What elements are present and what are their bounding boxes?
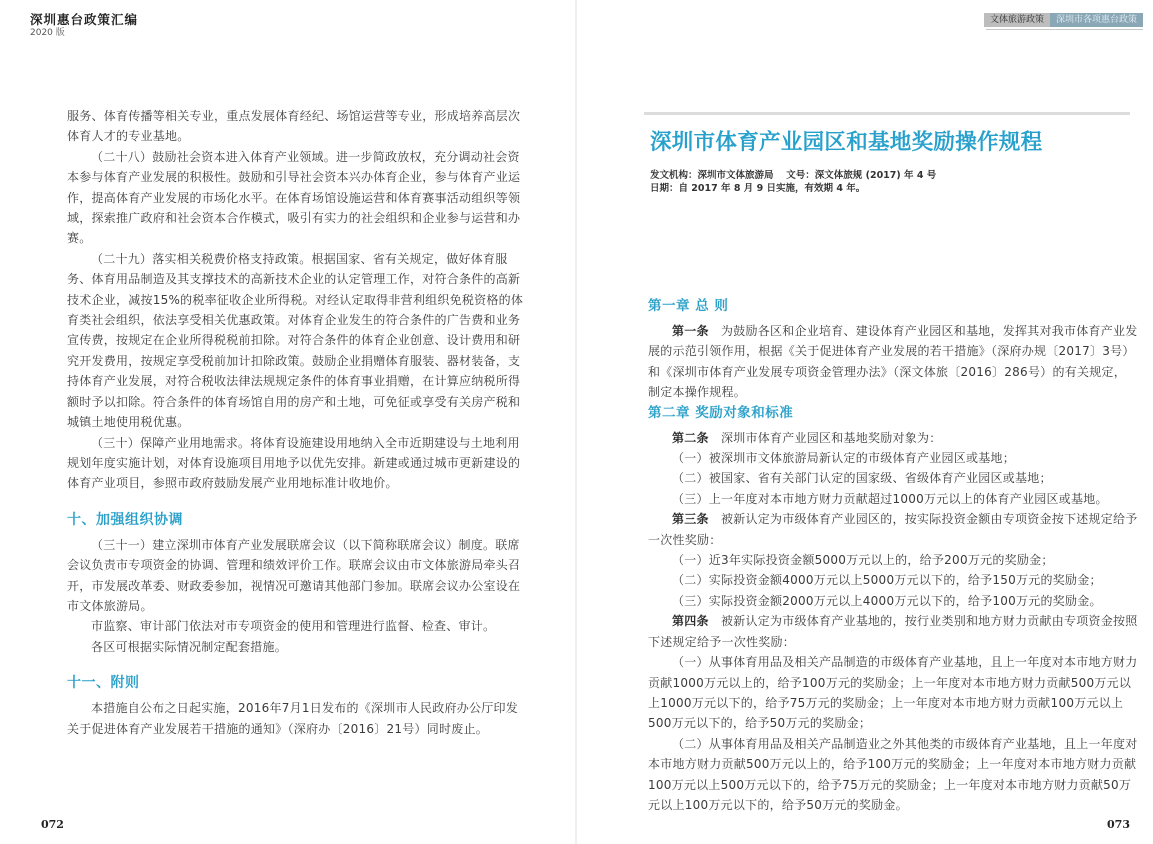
body-paragraph: 服务、体育传播等相关专业，重点发展体育经纪、场馆运营等专业，形成培养高层次体育人才的专业基地。	[67, 109, 521, 144]
document-meta	[650, 169, 936, 195]
article-text: 被新认定为市级体育产业基地的，按行业类别和地方财力贡献由专项资金按照下述规定给予一次性奖励：	[648, 614, 1138, 649]
right-page	[576, 0, 1153, 844]
book-brand	[30, 12, 138, 39]
book-title: 深圳惠台政策汇编	[30, 12, 139, 27]
body-paragraph: （三十）保障产业用地需求。将体育设施建设用地纳入全市近期建设与土地利用规划年度实施计划，对体育设施项目用地予以优先安排。新建或通过城市更新建设的体育产业项目，参照市政府鼓励发展产业用地标准计收地价。	[67, 435, 521, 491]
title-rule	[644, 112, 1130, 115]
meta-date-line: 日期：自 2017 年 8 月 9 日实施，有效期 4 年。	[650, 183, 866, 194]
tab-category[interactable]: 文体旅游政策	[984, 13, 1050, 27]
body-paragraph: （二）被国家、省有关部门认定的国家级、省级体育产业园区或基地；	[672, 471, 1052, 486]
right-page-number: 073	[1107, 818, 1130, 831]
body-paragraph: （三）实际投资金额2000万元以上4000万元以下的，给予100万元的奖励金。	[672, 593, 1102, 608]
left-page-number: 072	[41, 818, 64, 831]
body-paragraph: （一）近3年实际投资金额5000万元以上的，给予200万元的奖励金；	[672, 553, 1054, 568]
body-paragraph: （一）从事体育用品及相关产品制造的市级体育产业基地，且上一年度对本市地方财力贡献1000万元以上的，给予100万元的奖励金；上一年度对本市地方财力贡献500万元以上1000万元以下的，给予75万元的奖励金；上一年度对本市地方财力贡献100万元以上500万元以下的，给予50万元的奖励金；	[648, 655, 1138, 731]
chapter-heading: 第一章 总 则	[648, 298, 729, 314]
body-paragraph: （二十八）鼓励社会资本进入体育产业领域。进一步简政放权，充分调动社会资本参与体育产业发展的积极性。鼓励和引导社会资本兴办体育企业，参与体育产业运作，提高体育产业发展的市场化水平。在体育场馆设施运营和体育赛事活动组织等领域，探索推广政府和社会资本合作模式，吸引有实力的社会组织和企业参与运营和办赛。	[67, 149, 521, 246]
body-paragraph: 本措施自公布之日起实施，2016年7月1日发布的《深圳市人民政府办公厅印发关于促进体育产业发展若干措施的通知》（深府办〔2016〕21号）同时废止。	[67, 701, 519, 736]
body-paragraph: （二）从事体育用品及相关产品制造业之外其他类的市级体育产业基地，且上一年度对本市地方财力贡献500万元以上的，给予100万元的奖励金；上一年度对本市地方财力贡献100万元以上500万元以下的，给予75万元的奖励金；上一年度对本市地方财力贡献50万元以上100万元以下的，给予50万元的奖励金。	[648, 736, 1138, 812]
body-paragraph: 各区可根据实际情况制定配套措施。	[91, 639, 288, 654]
article-paragraph	[648, 321, 1138, 403]
right-page-body	[648, 296, 1138, 815]
section-heading: 十、加强组织协调	[67, 511, 183, 528]
edition-label: 2020 版	[30, 28, 65, 38]
article-text: 深圳市体育产业园区和基地奖励对象为：	[721, 430, 942, 445]
body-paragraph: （二十九）落实相关税费价格支持政策。根据国家、省有关规定，做好体育服务、体育用品制造及其支撑技术的高新技术企业的认定管理工作，对符合条件的高新技术企业，减按15%的税率征收企业所得税。对经认定取得非营利组织免税资格的体育类社会组织，依法享受相关优惠政策。对体育企业发生的符合条件的广告费和业务宣传费，按规定在企业所得税税前扣除。对符合条件的体育企业创意、设计费用和研究开发费用，按规定享受税前加计扣除政策。鼓励企业捐赠体育服装、器材装备，支持体育产业发展，对符合税收法律法规规定条件的体育事业捐赠，在计算应纳税所得额时予以扣除。符合条件的体育场馆自用的房产和土地，可免征或享受有关房产税和城镇土地使用税优惠。	[67, 251, 524, 430]
article-label: 第三条	[672, 512, 709, 527]
article-label: 第二条	[672, 430, 709, 445]
meta-issuer-line: 发文机构：深圳市文体旅游局 文号：深文体旅规 (2017) 年 4 号	[650, 170, 937, 181]
body-paragraph: （一）被深圳市文体旅游局新认定的市级体育产业园区或基地；	[672, 451, 1016, 466]
article-paragraph	[648, 428, 1138, 448]
article-paragraph	[648, 611, 1138, 652]
document-title: 深圳市体育产业园区和基地奖励操作规程	[650, 130, 1043, 155]
body-paragraph: （三）上一年度对本市地方财力贡献超过1000万元以上的体育产业园区或基地。	[672, 491, 1108, 506]
body-paragraph: （三十一）建立深圳市体育产业发展联席会议（以下简称联席会议）制度。联席会议负责市专项资金的协调、管理和绩效评价工作。联席会议由市文体旅游局牵头召开，市发展改革委、财政委参加，视情况可邀请其他部门参加。联席会议办公室设在市文体旅游局。	[67, 537, 521, 613]
section-heading: 十一、附则	[67, 675, 140, 692]
article-text: 被新认定为市级体育产业园区的，按实际投资金额由专项资金按下述规定给予一次性奖励：	[648, 512, 1138, 547]
article-paragraph	[648, 509, 1138, 550]
header-rule	[986, 29, 1143, 30]
chapter-heading: 第二章 奖励对象和标准	[648, 404, 794, 421]
left-page-body	[67, 106, 529, 739]
article-text: 为鼓励各区和企业培育、建设体育产业园区和基地，发挥其对我市体育产业发展的示范引领作用，根据《关于促进体育产业发展的若干措施》（深府办规〔2017〕3号）和《深圳市体育产业发展专项资金管理办法》（深文体旅〔2016〕286号）的有关规定，制定本操作规程。	[648, 324, 1138, 400]
section-tabs	[984, 13, 1143, 27]
left-page	[0, 0, 576, 844]
article-label: 第一条	[672, 324, 709, 338]
body-paragraph: （二）实际投资金额4000万元以上5000万元以下的，给予150万元的奖励金；	[672, 573, 1102, 588]
tab-section[interactable]: 深圳市各项惠台政策	[1050, 13, 1143, 27]
body-paragraph: 市监察、审计部门依法对市专项资金的使用和管理进行监督、检查、审计。	[91, 619, 496, 634]
article-label: 第四条	[672, 614, 709, 629]
